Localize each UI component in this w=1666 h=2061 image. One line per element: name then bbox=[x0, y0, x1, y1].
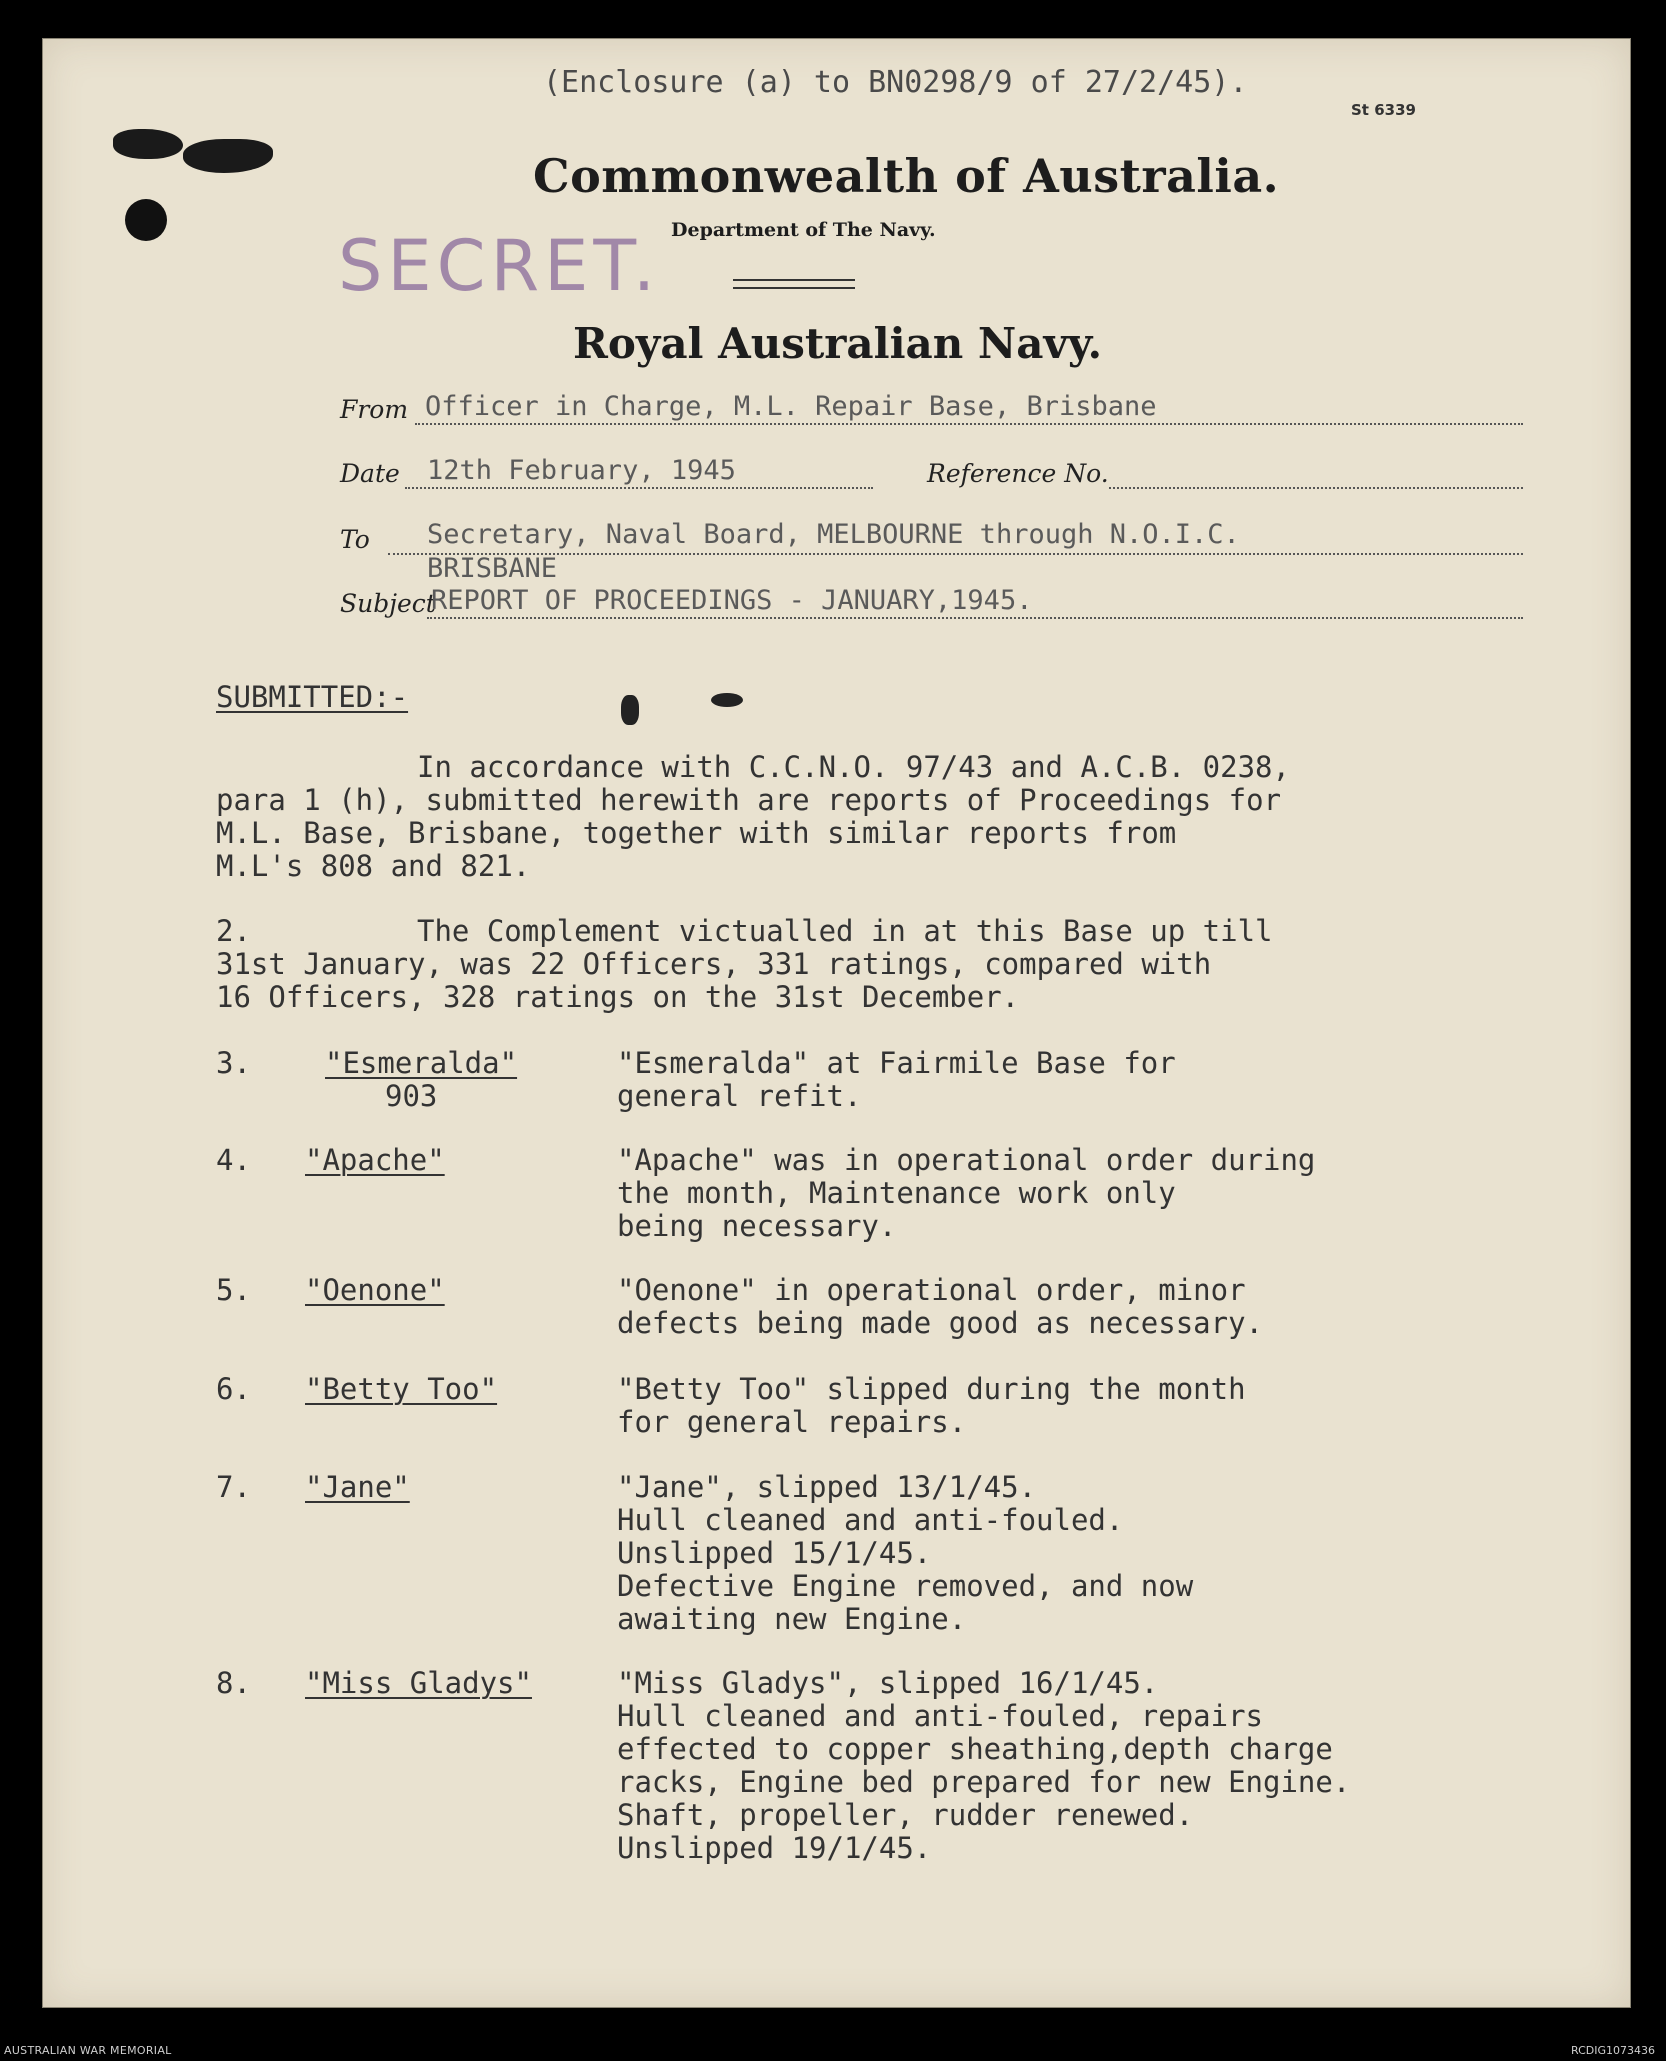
ink-blot-dash bbox=[711, 693, 743, 707]
letterhead-navy: Royal Australian Navy. bbox=[573, 319, 1103, 368]
to-label: To bbox=[340, 525, 370, 554]
submitted-heading: SUBMITTED:- bbox=[216, 680, 409, 714]
vessel-name: "Esmeralda" bbox=[325, 1046, 518, 1080]
para1-line4: M.L's 808 and 821. bbox=[216, 849, 531, 883]
secret-stamp: SECRET. bbox=[338, 225, 661, 307]
item-text-line: being necessary. bbox=[617, 1209, 897, 1243]
from-label: From bbox=[340, 395, 409, 424]
item-text-line: the month, Maintenance work only bbox=[617, 1176, 1176, 1210]
to-dotted-line bbox=[388, 553, 1523, 555]
item-text-line: "Jane", slipped 13/1/45. bbox=[617, 1470, 1037, 1504]
item-text-line: "Esmeralda" at Fairmile Base for bbox=[617, 1046, 1176, 1080]
para1-line1: In accordance with C.C.N.O. 97/43 and A.C.B. 0238, bbox=[417, 750, 1290, 784]
para2-line3: 16 Officers, 328 ratings on the 31st December. bbox=[216, 980, 1020, 1014]
vessel-name: "Oenone" bbox=[305, 1273, 445, 1307]
item-text-line: effected to copper sheathing,depth charge bbox=[617, 1732, 1333, 1766]
subject-dotted-line bbox=[427, 617, 1523, 619]
item-text-line: general refit. bbox=[617, 1079, 862, 1113]
item-number: 5. bbox=[216, 1273, 251, 1307]
vessel-name: "Jane" bbox=[305, 1470, 410, 1504]
item-text-line: Unslipped 19/1/45. bbox=[617, 1831, 932, 1865]
date-dotted-line bbox=[405, 487, 873, 489]
ink-blot-upper bbox=[113, 129, 183, 159]
subject-value: REPORT OF PROCEEDINGS - JANUARY,1945. bbox=[431, 585, 1033, 616]
letterhead-commonwealth: Commonwealth of Australia. bbox=[533, 149, 1280, 203]
para2-line1: The Complement victualled in at this Base up till bbox=[417, 914, 1273, 948]
item-number: 4. bbox=[216, 1143, 251, 1177]
stock-number: St 6339 bbox=[1351, 101, 1416, 119]
item-text-line: Shaft, propeller, rudder renewed. bbox=[617, 1798, 1194, 1832]
item-number: 3. bbox=[216, 1046, 251, 1080]
date-label: Date bbox=[340, 459, 400, 488]
ink-blot-punch-hole bbox=[125, 199, 167, 241]
from-value: Officer in Charge, M.L. Repair Base, Brisbane bbox=[425, 391, 1157, 422]
letterhead-department: Department of The Navy. bbox=[671, 219, 936, 241]
reference-label: Reference No. bbox=[927, 459, 1109, 488]
vessel-name: "Betty Too" bbox=[305, 1372, 498, 1406]
subject-label: Subject bbox=[340, 589, 436, 618]
reference-dotted-line bbox=[1109, 487, 1523, 489]
item-text-line: "Oenone" in operational order, minor bbox=[617, 1273, 1246, 1307]
para1-line3: M.L. Base, Brisbane, together with similar reports from bbox=[216, 816, 1177, 850]
item-text-line: Hull cleaned and anti-fouled. bbox=[617, 1503, 1124, 1537]
item-text-line: defects being made good as necessary. bbox=[617, 1306, 1264, 1340]
archive-id: RCDIG1073436 bbox=[1571, 2044, 1656, 2057]
item-text-line: "Miss Gladys", slipped 16/1/45. bbox=[617, 1666, 1159, 1700]
item-text-line: awaiting new Engine. bbox=[617, 1602, 967, 1636]
date-value: 12th February, 1945 bbox=[427, 455, 736, 486]
item-number: 7. bbox=[216, 1470, 251, 1504]
ink-blot-small bbox=[621, 695, 639, 725]
to-value: Secretary, Naval Board, MELBOURNE through N.O.I.C. bbox=[427, 519, 1240, 550]
vessel-name: "Miss Gladys" bbox=[305, 1666, 532, 1700]
item-number: 6. bbox=[216, 1372, 251, 1406]
item-text-line: Unslipped 15/1/45. bbox=[617, 1536, 932, 1570]
item-text-line: Hull cleaned and anti-fouled, repairs bbox=[617, 1699, 1264, 1733]
enclosure-reference: (Enclosure (a) to BN0298/9 of 27/2/45). bbox=[543, 65, 1248, 100]
archive-credit: AUSTRALIAN WAR MEMORIAL bbox=[4, 2044, 172, 2057]
item-text-line: racks, Engine bed prepared for new Engine. bbox=[617, 1765, 1351, 1799]
item-text-line: Defective Engine removed, and now bbox=[617, 1569, 1194, 1603]
ink-blot-mid bbox=[183, 139, 273, 173]
from-dotted-line bbox=[415, 423, 1523, 425]
item-text-line: for general repairs. bbox=[617, 1405, 967, 1439]
item-text-line: "Betty Too" slipped during the month bbox=[617, 1372, 1246, 1406]
document-page bbox=[42, 38, 1631, 2008]
para2-line2: 31st January, was 22 Officers, 331 ratings, compared with bbox=[216, 947, 1212, 981]
to-value-continued: BRISBANE bbox=[427, 553, 558, 584]
para2-number: 2. bbox=[216, 914, 251, 948]
para1-line2: para 1 (h), submitted herewith are reports of Proceedings for bbox=[216, 783, 1282, 817]
vessel-name: "Apache" bbox=[305, 1143, 445, 1177]
item-text-line: "Apache" was in operational order during bbox=[617, 1143, 1316, 1177]
letterhead-double-rule bbox=[733, 279, 855, 289]
vessel-number: 903 bbox=[385, 1079, 438, 1113]
item-number: 8. bbox=[216, 1666, 251, 1700]
